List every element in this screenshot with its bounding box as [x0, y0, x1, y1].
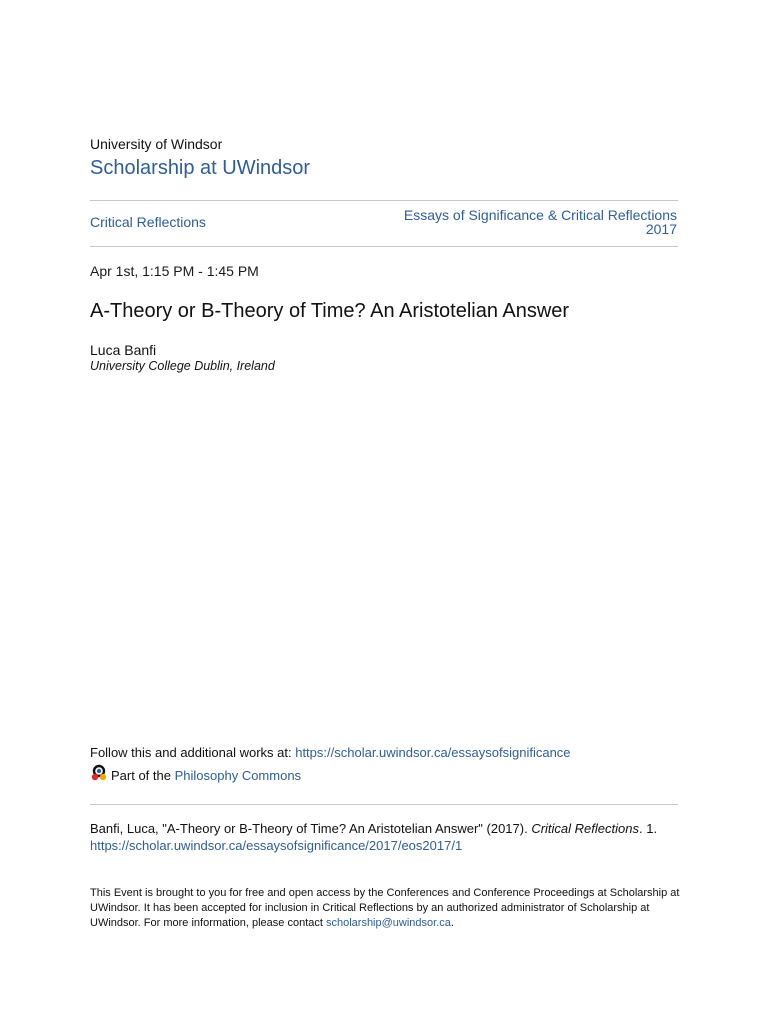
follow-text: Follow this and additional works at: — [90, 745, 296, 760]
philosophy-commons-link[interactable]: Philosophy Commons — [174, 767, 302, 783]
series-link-critical-reflections[interactable]: Critical Reflections — [90, 214, 206, 230]
paper-title: A-Theory or B-Theory of Time? An Aristotelian Answer — [90, 300, 570, 322]
part-of-line — [90, 766, 301, 784]
part-of-text: Part of the — [111, 767, 171, 783]
follow-url-link[interactable]: https://scholar.uwindsor.ca/essaysofsignificance — [295, 745, 571, 760]
series-link-essays-of-significance[interactable] — [377, 208, 677, 236]
access-notice — [90, 886, 680, 931]
divider-header-bottom — [90, 246, 678, 247]
author-name: Luca Banfi — [90, 342, 157, 358]
divider-top — [90, 200, 678, 201]
series-link-line1: Essays of Significance & Critical Reflections — [403, 207, 677, 223]
notice-end: . — [450, 917, 454, 929]
citation-text: Banfi, Luca, "A-Theory or B-Theory of Time? An Aristotelian Answer" (2017). — [90, 821, 532, 836]
follow-line — [90, 745, 571, 760]
institution-name: University of Windsor — [90, 136, 223, 152]
series-link-line2: 2017 — [645, 221, 677, 237]
citation-journal: Critical Reflections — [531, 821, 639, 836]
citation-url-link[interactable]: https://scholar.uwindsor.ca/essaysofsignificance/2017/eos2017/1 — [90, 838, 463, 853]
event-date: Apr 1st, 1:15 PM - 1:45 PM — [90, 263, 259, 279]
notice-text: This Event is brought to you for free and open access by the Conferences and Conference Proceedings at Scholarship at UWindsor. It has been accepted for inclusion in Critical Reflections by an authorized administrator of Scholarship at UWindsor. For more information, please contact — [90, 887, 680, 929]
citation-end: . 1. — [638, 821, 658, 836]
commons-network-icon — [90, 764, 108, 782]
contact-email-link[interactable]: scholarship@uwindsor.ca — [325, 917, 451, 929]
divider-citation — [90, 804, 678, 805]
author-affiliation: University College Dublin, Ireland — [90, 359, 275, 373]
citation-block — [90, 820, 680, 854]
repository-link[interactable]: Scholarship at UWindsor — [90, 157, 311, 179]
